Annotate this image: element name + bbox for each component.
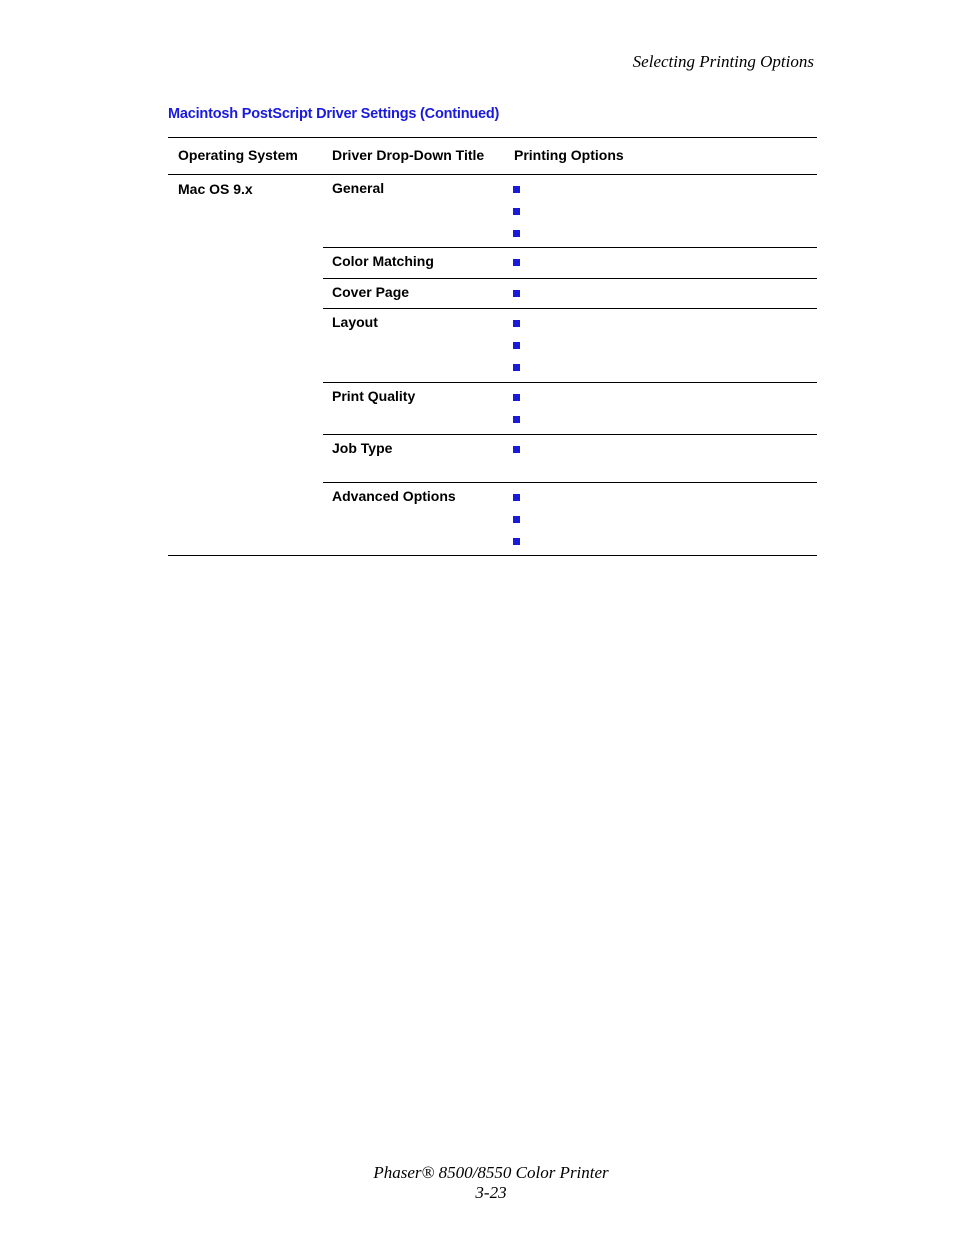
table-header-row: [168, 137, 817, 175]
bullet-icon: [513, 364, 520, 371]
bullet-icon: [513, 186, 520, 193]
printing-options-list: [513, 182, 520, 252]
driver-dropdown-title: Cover Page: [332, 284, 410, 300]
table-row: [323, 434, 817, 482]
table-body: [168, 175, 817, 556]
bullet-icon: [513, 494, 520, 501]
bullet-icon: [513, 208, 520, 215]
table-row: [323, 175, 817, 247]
column-header-os: Operating System: [178, 147, 298, 163]
table-row: [323, 482, 817, 555]
bullet-icon: [513, 342, 520, 349]
driver-dropdown-title: Advanced Options: [332, 488, 456, 504]
bullet-icon: [513, 538, 520, 545]
bullet-icon: [513, 259, 520, 266]
printing-options-list: [513, 316, 520, 386]
bullet-icon: [513, 416, 520, 423]
printing-options-list: [513, 390, 520, 438]
column-header-printing-options: Printing Options: [514, 147, 624, 163]
printing-options-list: [513, 442, 520, 468]
footer-product: Phaser® 8500/8550 Color Printer: [373, 1163, 609, 1182]
footer-page-number: 3-23: [475, 1183, 507, 1202]
table-row: [323, 382, 817, 434]
os-cell: Mac OS 9.x: [178, 181, 253, 197]
page-footer: [0, 1163, 954, 1203]
bullet-icon: [513, 516, 520, 523]
driver-dropdown-title: Color Matching: [332, 253, 434, 269]
settings-table: [168, 137, 817, 556]
column-header-driver-title: Driver Drop-Down Title: [332, 147, 485, 163]
table-row: [323, 247, 817, 278]
driver-dropdown-title: Print Quality: [332, 388, 416, 404]
bullet-icon: [513, 320, 520, 327]
bullet-icon: [513, 230, 520, 237]
table-row: [323, 278, 817, 308]
table-row: [323, 308, 817, 382]
driver-rows: [323, 175, 817, 555]
printing-options-list: [513, 490, 520, 560]
driver-dropdown-title: Job Type: [332, 440, 393, 456]
running-header: Selecting Printing Options: [632, 52, 814, 71]
table-title: Macintosh PostScript Driver Settings (Continued): [168, 106, 500, 122]
bullet-icon: [513, 290, 520, 297]
driver-dropdown-title: General: [332, 180, 385, 196]
driver-dropdown-title: Layout: [332, 314, 378, 330]
bullet-icon: [513, 446, 520, 453]
bullet-icon: [513, 394, 520, 401]
